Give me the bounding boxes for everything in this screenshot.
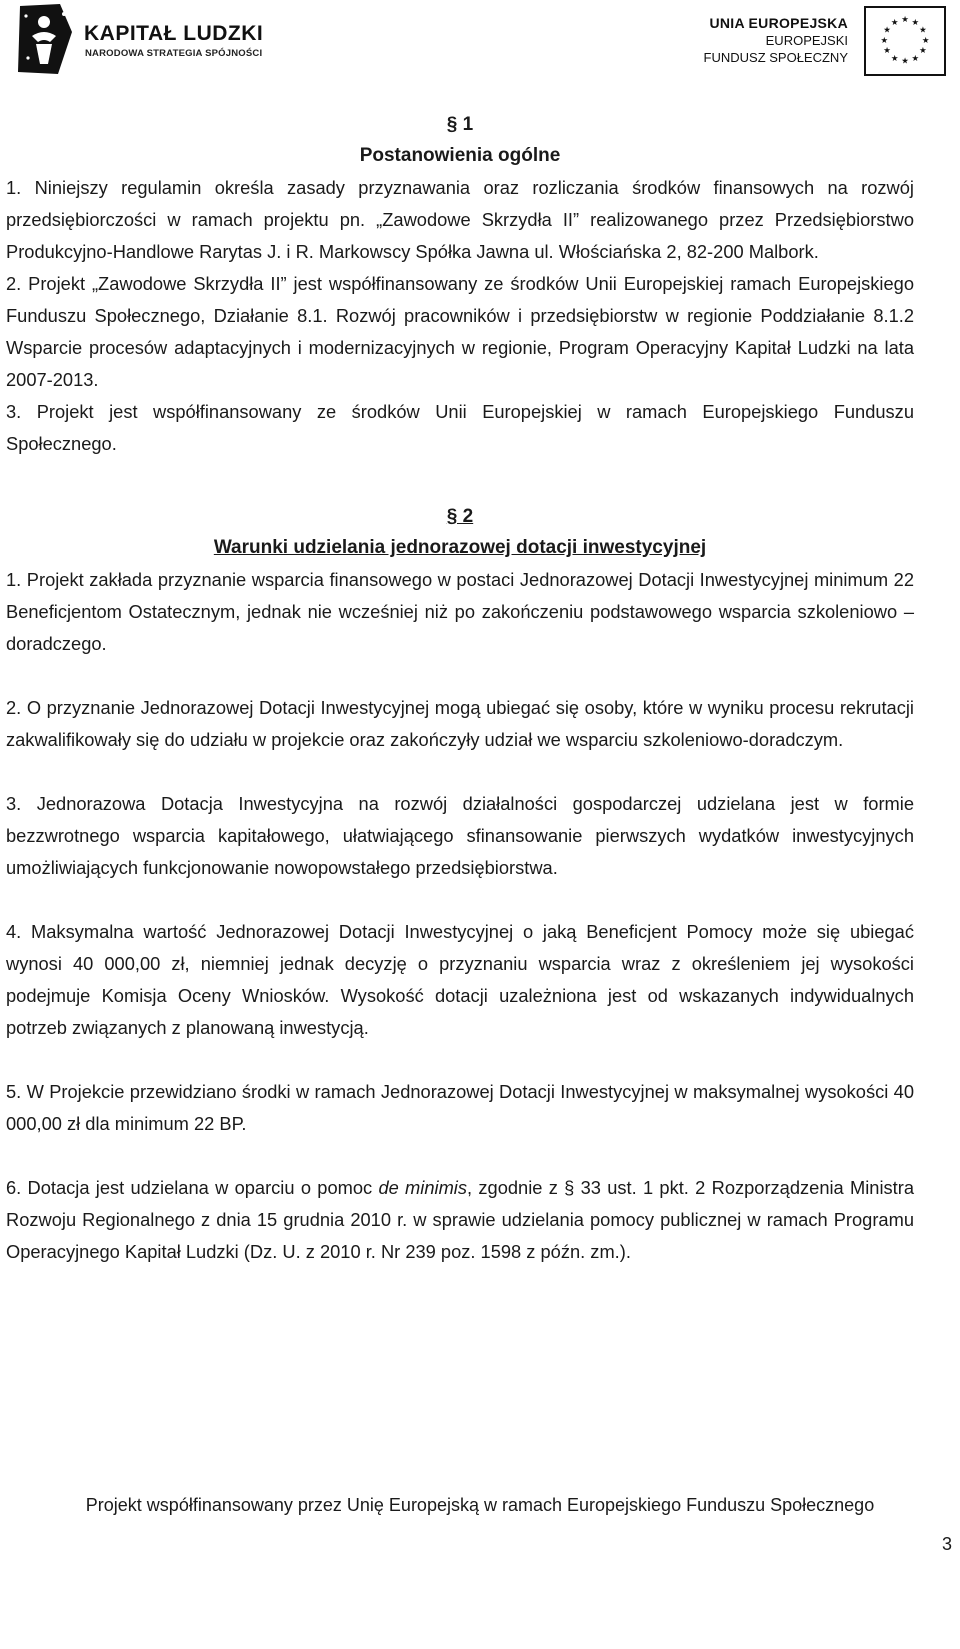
section-1-title: Postanowienia ogólne xyxy=(359,145,561,166)
kapital-ludzki-emblem-icon xyxy=(14,2,76,76)
svg-text:★: ★ xyxy=(911,52,920,63)
section-1-paragraph-3: 3. Projekt jest współfinansowany ze środków Unii Europejskiej w ramach Europejskiego Funduszu Społecznego. xyxy=(6,401,914,454)
eu-flag-stars-icon xyxy=(864,6,946,76)
svg-text:★: ★ xyxy=(919,45,927,56)
svg-text:★: ★ xyxy=(883,45,891,56)
svg-text:★: ★ xyxy=(890,16,899,27)
eu-logo-line1: UNIA EUROPEJSKA xyxy=(709,15,848,31)
section-2-title: Warunki udzielania jednorazowej dotacji inwestycyjnej xyxy=(213,537,707,558)
svg-text:★: ★ xyxy=(921,34,930,45)
eu-logo-text xyxy=(704,14,848,66)
document-body xyxy=(6,110,914,1268)
paragraph-6-after: , zgodnie z § 33 ust. 1 pkt. 2 Rozporządzenia Ministra Rozwoju Regionalnego z dnia 15 grudnia 2010 r. w sprawie udzielania pomocy publicznej w ramach Programu Operacyjnego Kapitał Ludzki (Dz. U. z 2010 r. Nr 239 poz. 1598 z późn. zm.). xyxy=(6,1177,915,1262)
eu-logo-line3: FUNDUSZ SPOŁECZNY xyxy=(703,50,848,65)
section-1-paragraph-2: 2. Projekt „Zawodowe Skrzydła II” jest współfinansowany ze środków Unii Europejskiej ramach Europejskiego Funduszu Społecznego, Działanie 8.1. Rozwój pracowników i przedsiębiorstw w regionie Poddziałanie 8.1.2 Wsparcie procesów adaptacyjnych i modernizacyjnych w regionie, Program Operacyjny Kapitał Ludzki na lata 2007-2013. xyxy=(6,273,914,390)
svg-text:★: ★ xyxy=(883,24,891,35)
svg-text:★: ★ xyxy=(880,34,889,45)
section-1-number: § 1 xyxy=(446,114,474,135)
page-footer: Projekt współfinansowany przez Unię Europejską w ramach Europejskiego Funduszu Społecznego xyxy=(85,1495,875,1515)
kapital-ludzki-title: KAPITAŁ LUDZKI xyxy=(84,22,264,45)
section-2-paragraph-2: 2. O przyznanie Jednorazowej Dotacji Inwestycyjnej mogą ubiegać się osoby, które w wyniku procesu rekrutacji zakwalifikowały się do udziału w projekcie oraz zakończyły udział we wsparciu szkoleniowo-doradczym. xyxy=(6,697,914,750)
svg-text:★: ★ xyxy=(890,52,899,63)
kapital-ludzki-subtitle: NARODOWA STRATEGIA SPÓJNOŚCI xyxy=(85,48,263,59)
section-1-paragraph-1: 1. Niniejszy regulamin określa zasady przyznawania oraz rozliczania środków finansowych na rozwój przedsiębiorczości w ramach projektu pn. „Zawodowe Skrzydła II” realizowanego przez Przedsiębiorstwo Produkcyjno-Handlowe Rarytas J. i R. Markowscy Spółka Jawna ul. Włościańska 2, 82-200 Malbork. xyxy=(6,177,914,262)
page-number: 3 xyxy=(941,1534,952,1554)
svg-text:★: ★ xyxy=(911,16,920,27)
de-minimis-term: de minimis xyxy=(378,1177,468,1198)
section-2-paragraph-4: 4. Maksymalna wartość Jednorazowej Dotacji Inwestycyjnej o jaką Beneficjent Pomocy może się ubiegać wynosi 40 000,00 zł, niemniej jednak decyzję o przyznaniu wsparcia wraz z określeniem jej wysokości podejmuje Komisja Oceny Wniosków. Wysokość dotacji uzależniona jest od wskazanych indywidualnych potrzeb związanych z planowaną inwestycją. xyxy=(6,921,914,1038)
section-2-paragraph-5: 5. W Projekcie przewidziano środki w ramach Jednorazowej Dotacji Inwestycyjnej w maksymalnej wysokości 40 000,00 zł dla minimum 22 BP. xyxy=(6,1081,914,1134)
section-2-paragraph-3: 3. Jednorazowa Dotacja Inwestycyjna na rozwój działalności gospodarczej udzielana jest w formie bezzwrotnego wsparcia kapitałowego, ułatwiającego sfinansowanie pierwszych wydatków inwestycyjnych umożliwiających funkcjonowanie nowopowstałego przedsiębiorstwa. xyxy=(6,793,914,878)
kapital-ludzki-logo xyxy=(14,0,274,80)
paragraph-6-before: 6. Dotacja jest udzielana w oparciu o pomoc xyxy=(6,1177,379,1198)
eu-efs-logo xyxy=(666,4,946,78)
page-header xyxy=(0,0,960,88)
section-2-paragraph-6 xyxy=(6,1172,914,1268)
svg-text:★: ★ xyxy=(901,14,909,25)
section-2-paragraph-1: 1. Projekt zakłada przyznanie wsparcia finansowego w postaci Jednorazowej Dotacji Inwestycyjnej minimum 22 Beneficjentom Ostatecznym, jednak nie wcześniej niż po zakończeniu podstawowego wsparcia szkoleniowo – doradczego. xyxy=(6,569,914,654)
svg-text:★: ★ xyxy=(919,24,927,35)
svg-text:★: ★ xyxy=(901,55,909,66)
eu-logo-line2: EUROPEJSKI xyxy=(765,33,848,48)
section-2-number: § 2 xyxy=(446,506,474,527)
